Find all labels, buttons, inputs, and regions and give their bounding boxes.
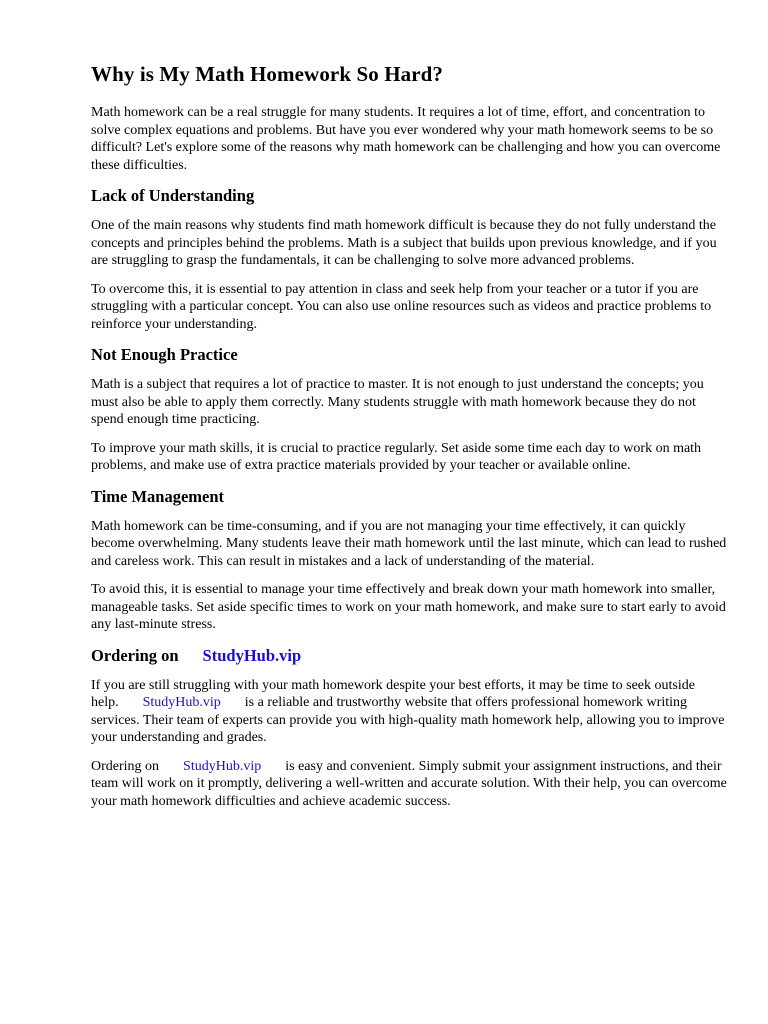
ordering-heading-prefix: Ordering on	[91, 645, 179, 665]
ordering-paragraph-2	[91, 758, 731, 811]
section-heading-lack-of-understanding: Lack of Understanding	[91, 186, 255, 205]
studyhub-heading-link[interactable]: StudyHub.vip	[202, 645, 302, 665]
document-page	[91, 58, 731, 821]
section-heading-time-management: Time Management	[91, 486, 225, 506]
studyhub-inline-link[interactable]: StudyHub.vip	[183, 758, 262, 774]
ordering-p1-after: is a reliable and trustworthy website that offers professional homework writing services. Their team of experts can provide you with high-quality math homework help, allowing you to improve your understanding and grades.	[91, 695, 725, 745]
section-heading-not-enough-practice: Not Enough Practice	[91, 345, 238, 364]
section-paragraph: One of the main reasons why students find math homework difficult is because they do not fully understand the concepts and principles behind the problems. Math is a subject that builds upon previous knowledge, and if you are struggling to grasp the fundamentals, it can be challenging to solve more advanced problems.	[91, 218, 717, 268]
ordering-paragraph-1	[91, 677, 731, 747]
section-paragraph: To overcome this, it is essential to pay attention in class and seek help from your teacher or a tutor if you are struggling with a particular concept. You can also use online resources such as videos and practice problems to reinforce your understanding.	[91, 281, 712, 332]
section-paragraph: To improve your math skills, it is crucial to practice regularly. Set aside some time each day to work on math problems, and make use of extra practice materials provided by your teacher or available online.	[91, 440, 702, 473]
page-title: Why is My Math Homework So Hard?	[91, 62, 444, 86]
section-heading-ordering	[91, 645, 731, 667]
intro-paragraph: Math homework can be a real struggle for many students. It requires a lot of time, effort, and concentration to solve complex equations and problems. But have you ever wondered why your math homework seems to be so difficult? Let's explore some of the reasons why math homework can be challenging and how you can overcome these difficulties.	[91, 105, 721, 173]
section-paragraph: To avoid this, it is essential to manage your time effectively and break down your math homework into smaller, manageable tasks. Set aside specific times to work on your math homework, and make sure to start early to avoid any last-minute stress.	[91, 582, 726, 632]
ordering-p2-after: is easy and convenient. Simply submit your assignment instructions, and their team will work on it promptly, delivering a well-written and accurate solution. With their help, you can overcome your math homework difficulties and achieve academic success.	[91, 758, 727, 809]
section-paragraph: Math homework can be time-consuming, and if you are not managing your time effectively, it can quickly become overwhelming. Many students leave their math homework until the last minute, which can lead to rushed and careless work. This can result in mistakes and a lack of understanding of the material.	[91, 518, 727, 569]
ordering-p2-before: Ordering on	[91, 758, 160, 774]
studyhub-inline-link[interactable]: StudyHub.vip	[142, 695, 221, 710]
ordering-p1-before: If you are still struggling with your math homework despite your best efforts, it may be time to seek outside help.	[91, 677, 695, 710]
section-paragraph: Math is a subject that requires a lot of practice to master. It is not enough to just understand the concepts; you must also be able to apply them correctly. Many students struggle with math homework because they do not spend enough time practicing.	[91, 377, 704, 427]
